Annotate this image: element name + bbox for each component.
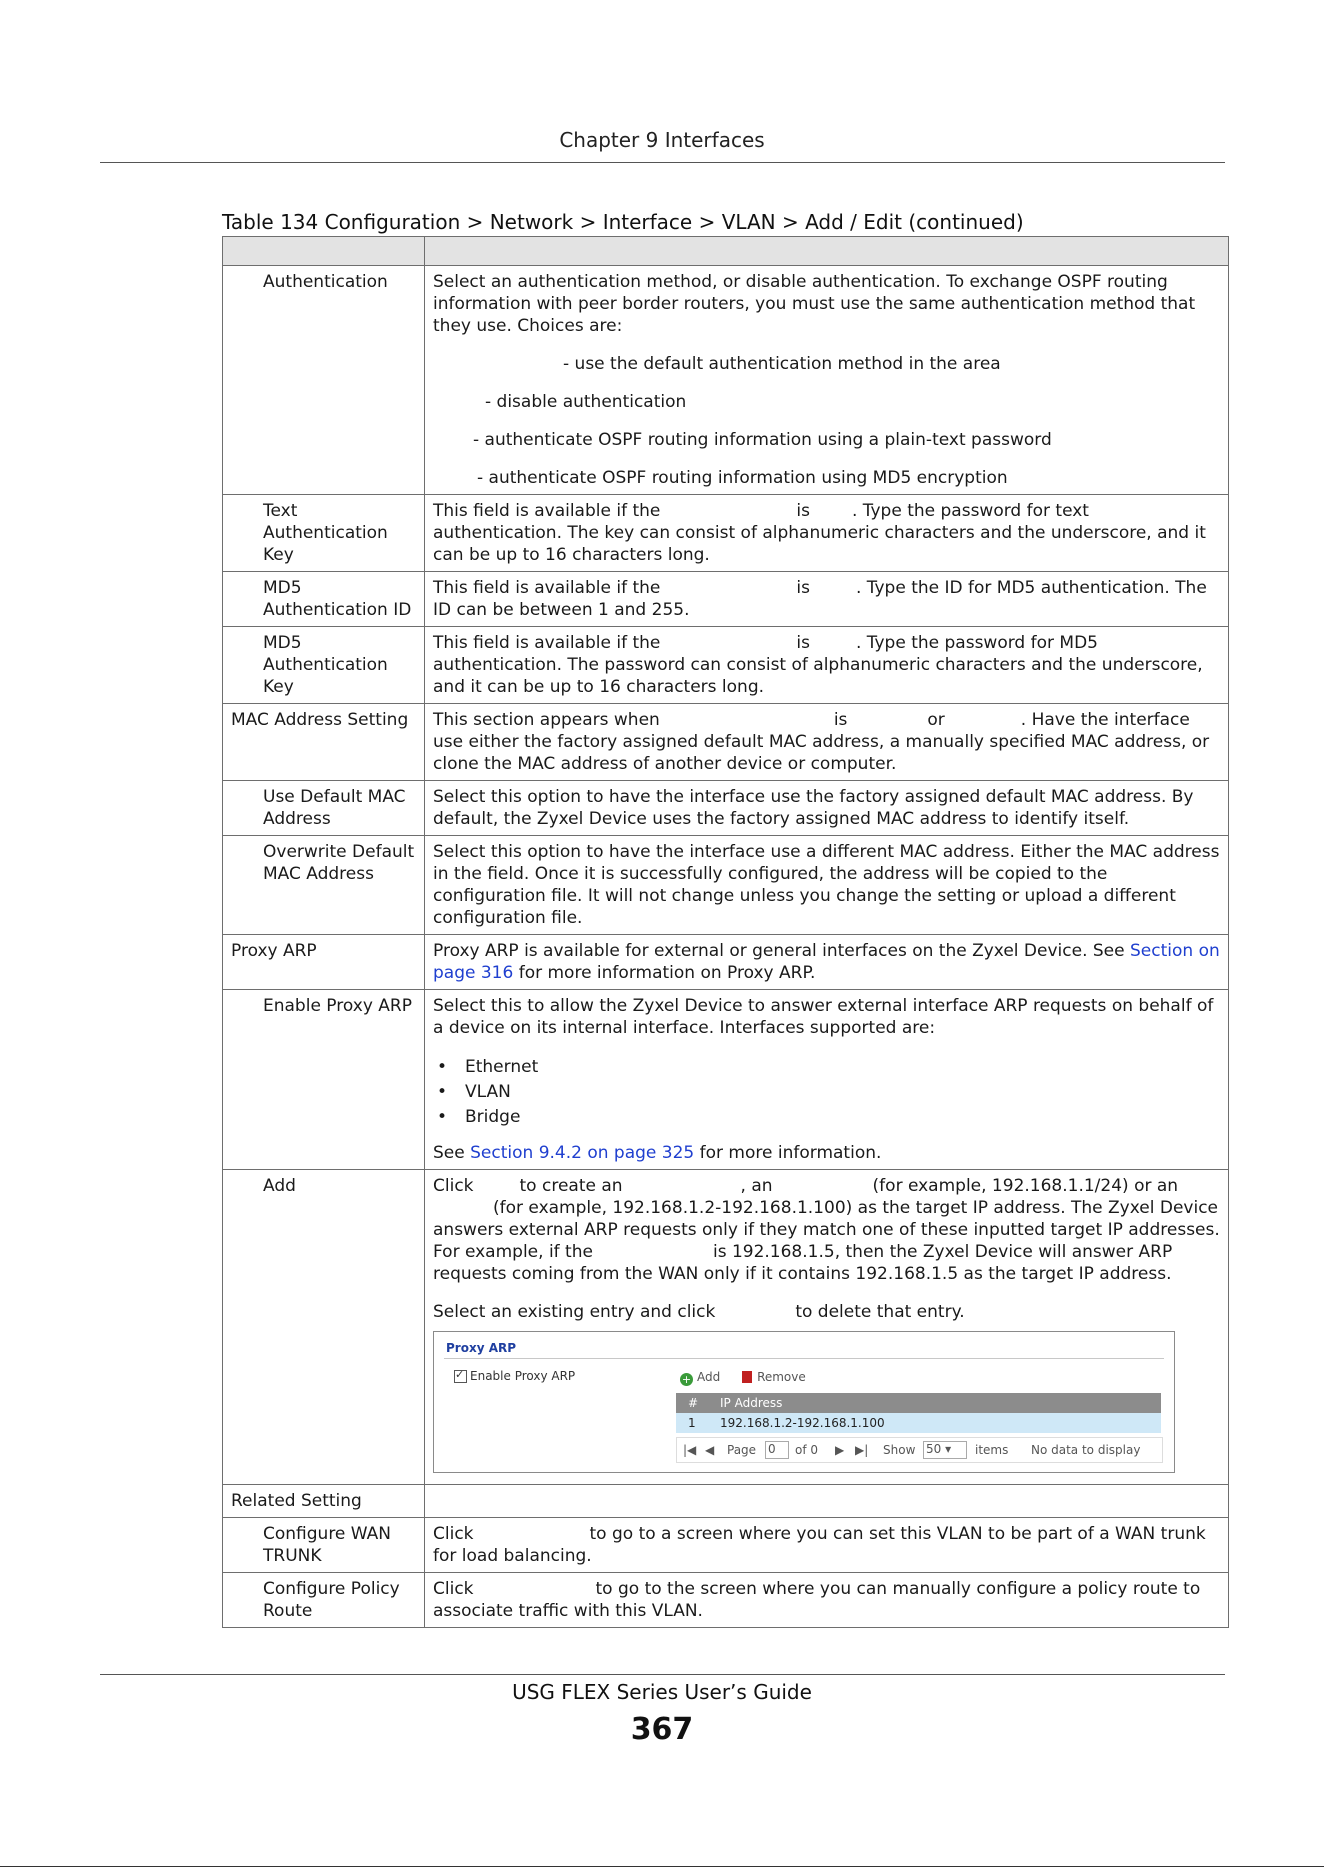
show-label: Show [883, 1443, 916, 1457]
page-bottom-rule [0, 1866, 1324, 1867]
desc-text: . Type the ID for MD5 authentication. The ID can be between 1 and 255. [433, 578, 1207, 620]
table-row [223, 704, 1229, 781]
desc-text: is [796, 501, 810, 521]
table-row [223, 836, 1229, 935]
col-ip-header: IP Address [720, 1396, 783, 1410]
desc-text: . Type the password for text authentication. The key can consist of alphanumeric characters and the underscore, and it can be up to 16 characters long. [433, 501, 1206, 565]
table-row [223, 1518, 1229, 1573]
table-row [223, 495, 1229, 572]
row-description [425, 1170, 1229, 1485]
desc-text: Select an existing entry and click [433, 1302, 716, 1322]
pagination-bar [676, 1437, 1163, 1463]
list-item: • VLAN [433, 1080, 1220, 1105]
footer-rule [100, 1674, 1225, 1675]
page-size-value: 50 [926, 1442, 942, 1456]
add-label: Add [697, 1370, 721, 1384]
remove-button[interactable] [742, 1370, 806, 1384]
row-description [425, 1485, 1229, 1518]
table-row [223, 266, 1229, 495]
desc-text: This field is available if the [433, 578, 661, 598]
desc-text: is [796, 578, 810, 598]
row-description: Select this option to have the interface use a different MAC address. Either the MAC address in the field. Once it is successfully configured, the address will be copied to the configuration file. It will not change unless you change the setting or upload a different configuration file. [425, 836, 1229, 935]
first-page-icon[interactable]: |◀ [683, 1443, 697, 1457]
desc-text: This field is available if the [433, 633, 661, 653]
desc-text: or [927, 710, 945, 730]
desc-text: to go to a screen where you can set this VLAN to be part of a WAN trunk for load balancing. [433, 1524, 1206, 1566]
desc-text: is [796, 633, 810, 653]
desc-text: is 192.168.1.5, then the Zyxel Device will answer ARP requests coming from the WAN only if it contains 192.168.1.5 as the target IP address. [433, 1242, 1173, 1284]
page-size-select[interactable] [923, 1441, 967, 1459]
table-row[interactable] [676, 1413, 1161, 1433]
page-label: Page [727, 1443, 757, 1457]
toolbar [680, 1370, 824, 1388]
proxy-arp-panel [676, 1362, 1162, 1466]
guide-title: USG FLEX Series User’s Guide [512, 1680, 812, 1704]
desc-text: This section appears when [433, 710, 660, 730]
enable-proxy-arp-desc: Select this to allow the Zyxel Device to answer external interface ARP requests on behalf of a device on its internal interface. Interfaces supported are: [433, 996, 1214, 1038]
desc-text: for more information on Proxy ARP. [518, 963, 816, 983]
row-description [425, 990, 1229, 1170]
desc-text: . Type the password for MD5 authentication. The password can consist of alphanumeric characters and the underscore, and it can be up to 16 characters long. [433, 633, 1203, 697]
auth-option-md5: - authenticate OSPF routing information using MD5 encryption [477, 468, 1008, 488]
desc-text: to create an [519, 1176, 623, 1196]
auth-option-same-as-area: - use the default authentication method in the area [563, 354, 1001, 374]
desc-text: This field is available if the [433, 501, 661, 521]
row-label: Related Setting [223, 1485, 425, 1518]
table-row [223, 627, 1229, 704]
chapter-title: Chapter 9 Interfaces [559, 128, 765, 152]
table-row [223, 1573, 1229, 1628]
row-description [425, 572, 1229, 627]
last-page-icon[interactable]: ▶| [855, 1443, 869, 1457]
table-row [223, 935, 1229, 990]
screenshot-divider [444, 1358, 1164, 1359]
row-description [425, 266, 1229, 495]
add-button[interactable] [680, 1370, 720, 1384]
next-page-icon[interactable]: ▶ [835, 1443, 845, 1457]
enable-proxy-arp-checkbox[interactable] [454, 1370, 467, 1383]
table-row [223, 1170, 1229, 1485]
desc-text: . Have the interface use either the factory assigned default MAC address, a manually specified MAC address, or clone the MAC address of another device or computer. [433, 710, 1210, 774]
desc-text: to delete that entry. [795, 1302, 965, 1322]
page-input[interactable]: 0 [765, 1441, 789, 1459]
row-label: Use Default MAC Address [223, 781, 425, 836]
row-label: Overwrite Default MAC Address [223, 836, 425, 935]
header-rule [100, 162, 1225, 163]
row-label: Configure WAN TRUNK [223, 1518, 425, 1573]
interface-type-list [433, 1055, 1220, 1130]
desc-text: to go to the screen where you can manually configure a policy route to associate traffic with this VLAN. [433, 1579, 1201, 1621]
desc-text: (for example, 192.168.1.2-192.168.1.100) as the target IP address. The Zyxel Device answers external ARP requests only if they match one of these inputted target IP addresses. For example, if the [433, 1198, 1220, 1262]
row-label: Authentication [223, 266, 425, 495]
list-item: • Ethernet [433, 1055, 1220, 1080]
table-header [676, 1393, 1161, 1413]
table-row [223, 1485, 1229, 1518]
table-caption: Table 134 Configuration > Network > Interface > VLAN > Add / Edit (continued) [222, 210, 1024, 234]
row-label: MAC Address Setting [223, 704, 425, 781]
row-description [425, 627, 1229, 704]
auth-intro: Select an authentication method, or disable authentication. To exchange OSPF routing information with peer border routers, you must use the same authentication method that they use. Choices are: [433, 272, 1196, 336]
row-label: MD5 Authentication ID [223, 572, 425, 627]
chevron-down-icon: ▾ [945, 1442, 952, 1456]
settings-table [222, 236, 1229, 1628]
desc-text: (for example, 192.168.1.1/24) or an [872, 1176, 1179, 1196]
row-description [425, 1573, 1229, 1628]
row-index: 1 [688, 1416, 696, 1430]
row-label: Add [223, 1170, 425, 1485]
row-description: Select this option to have the interface use the factory assigned default MAC address. By default, the Zyxel Device uses the factory assigned MAC address to identify itself. [425, 781, 1229, 836]
proxy-arp-screenshot [433, 1331, 1175, 1473]
section-9-4-2-link[interactable]: Section 9.4.2 on page 325 [470, 1143, 695, 1163]
plus-icon: + [681, 1373, 692, 1386]
row-description [425, 1518, 1229, 1573]
row-description [425, 704, 1229, 781]
desc-text: Click [433, 1524, 474, 1544]
table-row [223, 781, 1229, 836]
desc-text: Click [433, 1176, 474, 1196]
row-description [425, 935, 1229, 990]
of-label: of 0 [795, 1443, 819, 1457]
screenshot-title: Proxy ARP [446, 1341, 517, 1355]
remove-label: Remove [757, 1370, 806, 1384]
trash-icon [742, 1371, 752, 1383]
table-row [223, 572, 1229, 627]
row-label: Configure Policy Route [223, 1573, 425, 1628]
row-ip: 192.168.1.2-192.168.1.100 [720, 1416, 885, 1430]
row-description [425, 495, 1229, 572]
desc-text: Proxy ARP is available for external or general interfaces on the Zyxel Device. See [433, 941, 1125, 961]
list-item: • Bridge [433, 1105, 1220, 1130]
auth-option-text: - authenticate OSPF routing information using a plain-text password [473, 430, 1052, 450]
row-label: Proxy ARP [223, 935, 425, 990]
page-number: 367 [630, 1712, 694, 1747]
proxy-arp-section-link[interactable]: Section on page 316 [433, 941, 1220, 983]
col-num-header: # [688, 1396, 699, 1410]
desc-text: is [833, 710, 848, 730]
table-header-row [223, 237, 1229, 266]
desc-text: , an [740, 1176, 773, 1196]
auth-option-none: - disable authentication [485, 392, 687, 412]
no-data-label: No data to display [1031, 1443, 1141, 1457]
row-label: MD5 Authentication Key [223, 627, 425, 704]
row-label: Enable Proxy ARP [223, 990, 425, 1170]
desc-text: See [433, 1143, 465, 1163]
desc-text: for more information. [699, 1143, 882, 1163]
prev-page-icon[interactable]: ◀ [705, 1443, 715, 1457]
items-label: items [975, 1443, 1009, 1457]
enable-proxy-arp-label: Enable Proxy ARP [470, 1369, 576, 1383]
row-label: Text Authentication Key [223, 495, 425, 572]
table-row [223, 990, 1229, 1170]
desc-text: Click [433, 1579, 474, 1599]
